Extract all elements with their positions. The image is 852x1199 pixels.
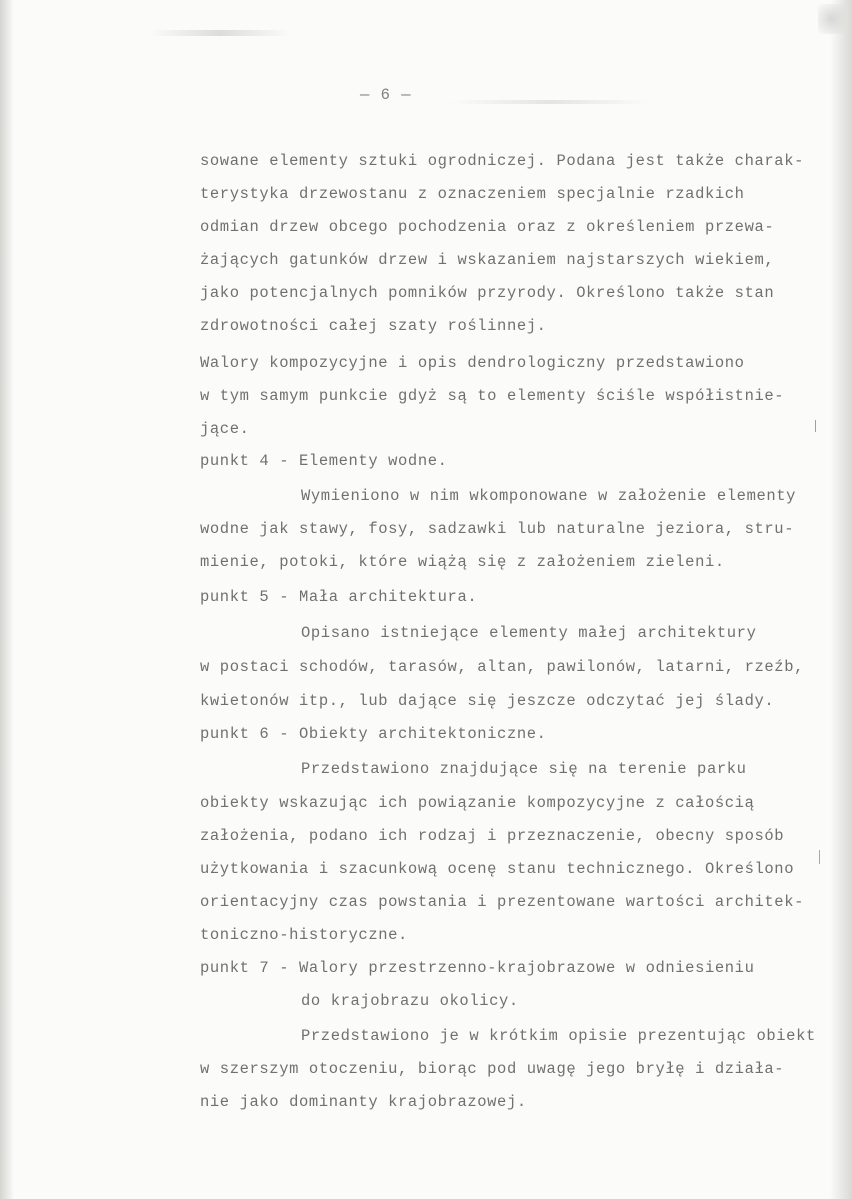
text-line: terystyka drzewostanu z oznaczeniem specjalnie rzadkich: [200, 185, 745, 203]
text-line: jako potencjalnych pomników przyrody. Określono także stan: [200, 284, 775, 302]
text-line: nie jako dominanty krajobrazowej.: [200, 1093, 527, 1111]
scan-artifact: [818, 4, 846, 34]
text-line: Opisano istniejące elementy małej architektury: [301, 624, 757, 642]
margin-mark: [815, 420, 816, 432]
text-line: Przedstawiono znajdujące się na terenie parku: [301, 760, 747, 778]
text-line: Przedstawiono je w krótkim opisie prezentując obiekt: [301, 1027, 816, 1045]
margin-mark: [819, 850, 820, 864]
text-line: w szerszym otoczeniu, biorąc pod uwagę jego bryłę i działa-: [200, 1060, 785, 1078]
text-line: założenia, podano ich rodzaj i przeznaczenie, obecny sposób: [200, 827, 785, 845]
text-line: w tym samym punkcie gdyż są to elementy ściśle współistnie-: [200, 387, 785, 405]
text-line: Walory kompozycyjne i opis dendrologiczny przedstawiono: [200, 354, 745, 372]
text-line: Wymieniono w nim wkomponowane w założenie elementy: [301, 487, 797, 505]
section-heading: punkt 7 - Walory przestrzenno-krajobrazowe w odniesieniu: [200, 959, 755, 977]
text-line: zdrowotności całej szaty roślinnej.: [200, 317, 547, 335]
scan-artifact: [450, 100, 650, 104]
text-line: mienie, potoki, które wiążą się z założeniem zieleni.: [200, 553, 725, 571]
text-line: wodne jak stawy, fosy, sadzawki lub naturalne jeziora, stru-: [200, 520, 795, 538]
text-line: w postaci schodów, tarasów, altan, pawilonów, latarni, rzeźb,: [200, 658, 804, 676]
text-line: odmian drzew obcego pochodzenia oraz z określeniem przewa-: [200, 218, 775, 236]
text-line: kwietonów itp., lub dające się jeszcze odczytać jej ślady.: [200, 692, 775, 710]
text-line: obiekty wskazując ich powiązanie kompozycyjne z całością: [200, 794, 755, 812]
text-line: orientacyjny czas powstania i prezentowane wartości architek-: [200, 893, 804, 911]
text-line: żających gatunków drzew i wskazaniem najstarszych wiekiem,: [200, 251, 775, 269]
text-line: toniczno-historyczne.: [200, 926, 408, 944]
section-heading: punkt 6 - Obiekty architektoniczne.: [200, 725, 547, 743]
text-line: sowane elementy sztuki ogrodniczej. Podana jest także charak-: [200, 152, 804, 170]
text-line: jące.: [200, 420, 250, 438]
section-heading: do krajobrazu okolicy.: [301, 992, 519, 1010]
text-line: użytkowania i szacunkową ocenę stanu technicznego. Określono: [200, 860, 795, 878]
page-number: — 6 —: [360, 86, 412, 104]
scan-artifact: [150, 30, 290, 36]
section-heading: punkt 5 - Mała architektura.: [200, 588, 478, 606]
section-heading: punkt 4 - Elementy wodne.: [200, 452, 448, 470]
